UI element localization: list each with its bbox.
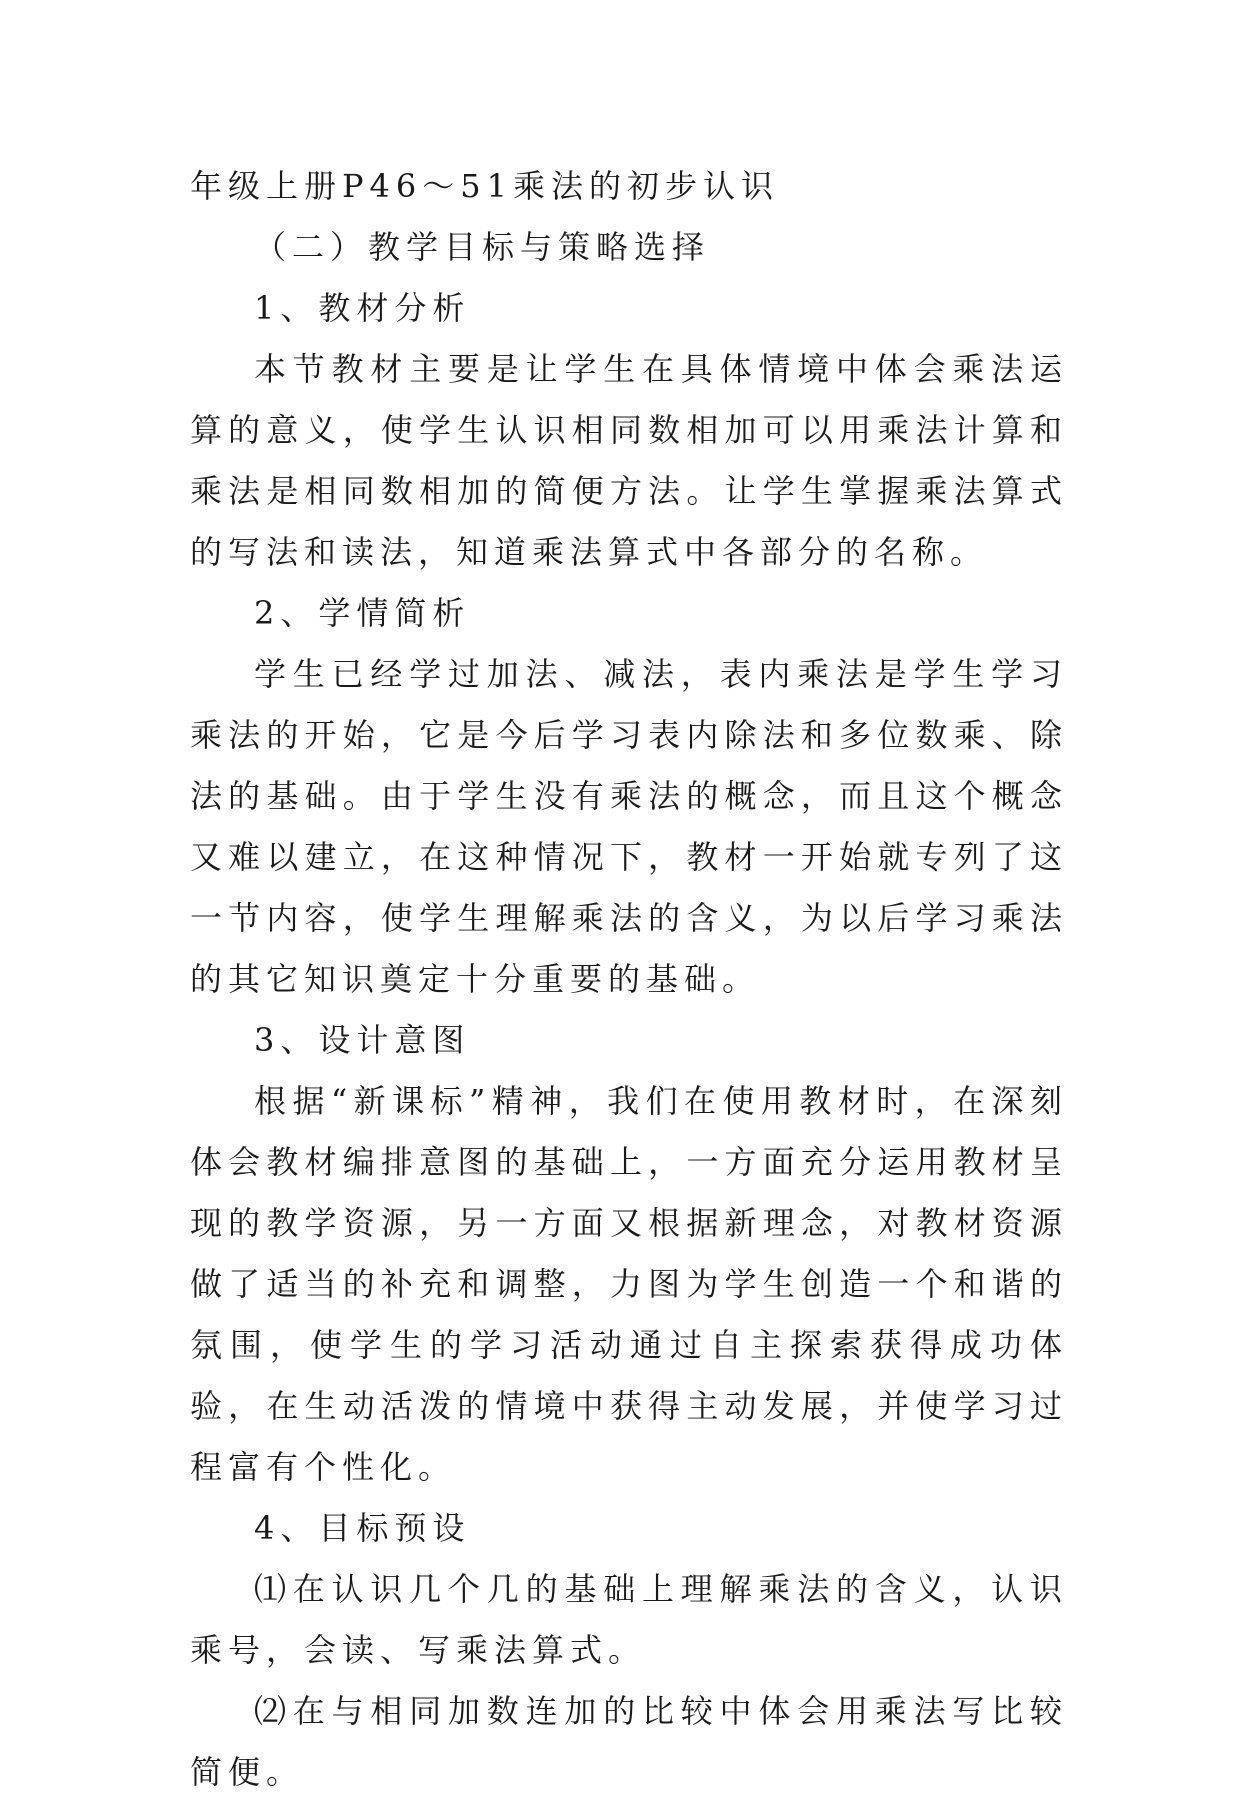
section-heading: （二）教学目标与策略选择 [254, 228, 711, 266]
paragraph-design-intent: 根据“新课标”精神，我们在使用教材时，在深刻体会教材编排意图的基础上，一方面充分运用教材呈现的教学资源，另一方面又根据新理念，对教材资源做了适当的补充和调整，力图为学生创造一个和谐的氛围，使学生的学习活动通过自主探索获得成功体验，在生动活泼的情境中获得主动发展，并使学习过程富有个性化。 [190, 1082, 1068, 1486]
item-heading-1: 1、教材分析 [254, 289, 471, 327]
document-body [190, 156, 1068, 1803]
item-heading-2: 2、学情简析 [254, 594, 471, 632]
paragraph-goal-2: ⑵在与相同加数连加的比较中体会用乘法写比较简便。 [190, 1692, 1068, 1791]
item-heading-4: 4、目标预设 [254, 1509, 471, 1547]
item-heading-3: 3、设计意图 [254, 1021, 471, 1059]
continuation-line: 年级上册P46～51乘法的初步认识 [190, 167, 779, 205]
paragraph-teaching-material: 本节教材主要是让学生在具体情境中体会乘法运算的意义，使学生认识相同数相加可以用乘法计算和乘法是相同数相加的简便方法。让学生掌握乘法算式的写法和读法，知道乘法算式中各部分的名称。 [190, 350, 1068, 571]
paragraph-student-analysis: 学生已经学过加法、减法，表内乘法是学生学习乘法的开始，它是今后学习表内除法和多位数乘、除法的基础。由于学生没有乘法的概念，而且这个概念又难以建立，在这种情况下，教材一开始就专列了这一节内容，使学生理解乘法的含义，为以后学习乘法的其它知识奠定十分重要的基础。 [190, 655, 1068, 998]
paragraph-goal-1: ⑴在认识几个几的基础上理解乘法的含义，认识乘号，会读、写乘法算式。 [190, 1570, 1068, 1669]
